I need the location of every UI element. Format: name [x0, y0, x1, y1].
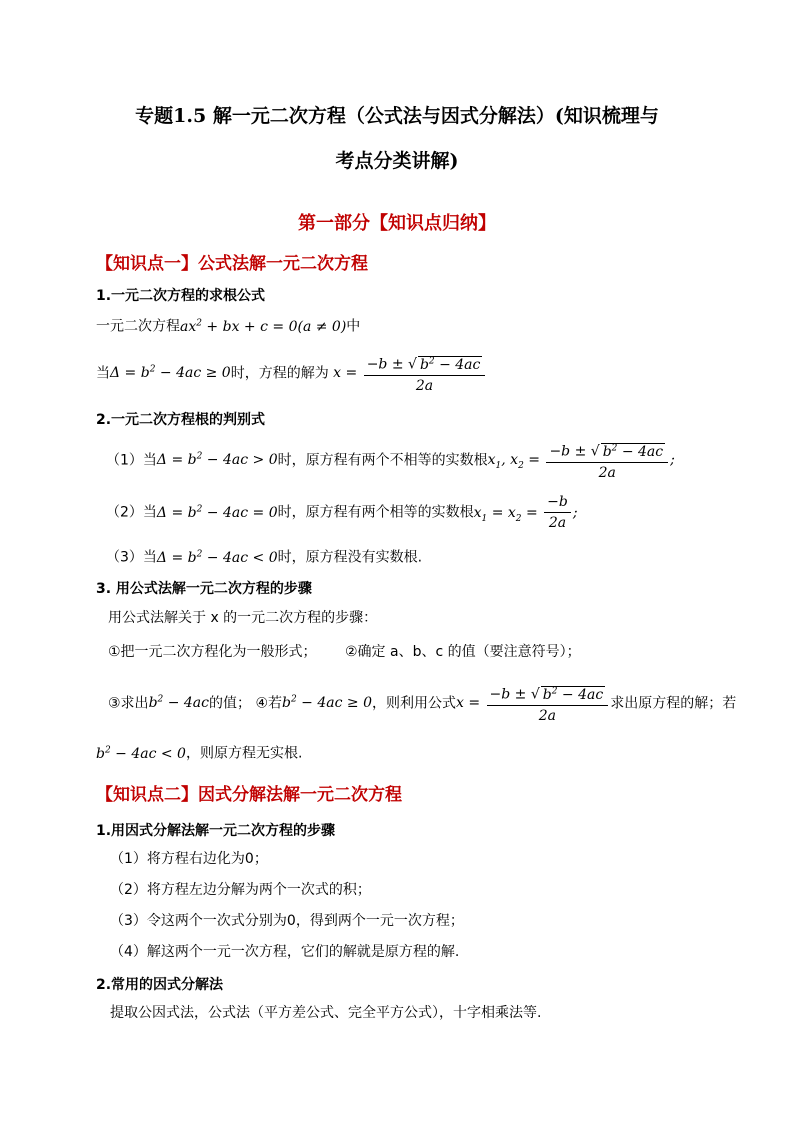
step-4-continuation-text: ，则原方程无实根.	[185, 745, 303, 762]
root-formula-prefix: 当	[96, 365, 110, 382]
case-3-condition: $\Delta = b^2 - 4ac < 0$	[156, 549, 278, 566]
part-heading: 第一部分【知识点归纳】	[298, 213, 496, 234]
step-4-suffix: 求出原方程的解；若	[610, 695, 737, 712]
step-3-suffix: 的值；	[209, 695, 251, 712]
step-1: ①把一元二次方程化为一般形式；	[108, 644, 317, 660]
case-2-roots: $x_1 = x_2$ = $\frac{-b}{2a}$ ;	[473, 494, 578, 531]
case-2-condition: $\Delta = b^2 - 4ac = 0$	[156, 503, 278, 521]
step-4-formula: x = $\frac{-b \pm √ b^2 - 4ac}{2a}$	[456, 695, 610, 711]
factoring-step-3: （3）令这两个一次式分别为0，得到两个一元一次方程；	[110, 913, 464, 929]
case-1-roots: $x_1$, $x_2$ = $\frac{-b \pm √ b^2 - 4ac}{2a}$ ;	[488, 452, 675, 468]
case-1-condition: $\Delta = b^2 - 4ac > 0$	[156, 451, 278, 469]
knowledge-point-2-heading: 【知识点二】因式分解法解一元二次方程	[96, 785, 402, 805]
general-form-suffix: 中	[346, 318, 361, 335]
section-discriminant-heading: 2.一元二次方程根的判别式	[96, 412, 266, 428]
step-2: ②确定 a、b、c 的值（要注意符号）；	[345, 644, 581, 660]
factoring-step-4: （4）解这两个一元一次方程，它们的解就是原方程的解.	[110, 944, 460, 960]
negative-discriminant-condition: $b^2 - 4ac < 0$	[96, 745, 186, 762]
case-3-label: （3）当	[106, 549, 157, 566]
case-1-text: 时，原方程有两个不相等的实数根	[277, 452, 488, 469]
factoring-step-2: （2）将方程左边分解为两个一次式的积；	[110, 882, 371, 898]
root-formula: x = $\frac{-b \pm √ b^2 - 4ac}{2a}$	[333, 365, 487, 381]
steps-3-4-line	[108, 682, 736, 725]
general-form-prefix: 一元二次方程	[96, 318, 180, 335]
case-2-text: 时，原方程有两个相等的实数根	[277, 504, 474, 521]
knowledge-point-1-heading: 【知识点一】公式法解一元二次方程	[96, 254, 368, 274]
case-3-text: 时，原方程没有实数根.	[277, 549, 423, 566]
case-2-label: （2）当	[106, 504, 157, 521]
formula-steps-intro: 用公式法解关于 x 的一元二次方程的步骤：	[108, 610, 378, 626]
discriminant-condition: $\Delta = b^2 - 4ac \ge 0$	[110, 364, 231, 382]
section-common-methods-heading: 2.常用的因式分解法	[96, 977, 224, 993]
step-4-continuation	[96, 740, 302, 764]
factoring-step-1: （1）将方程右边化为0；	[110, 851, 268, 867]
step-3-expression: $b^2 - 4ac$	[148, 694, 209, 712]
general-form-line	[96, 313, 360, 337]
page-title-line-1: 专题1.5 解一元二次方程（公式法与因式分解法）(知识梳理与	[135, 105, 659, 127]
root-formula-middle: 时，方程的解为	[230, 365, 329, 382]
general-form-equation: $ax^2$ + bx + c = 0(a ≠ 0)	[180, 318, 347, 335]
section-factoring-steps-heading: 1.用因式分解法解一元二次方程的步骤	[96, 823, 336, 839]
step-4-condition: $b^2 - 4ac \ge 0$	[282, 694, 372, 712]
step-3-prefix: ③求出	[108, 695, 149, 712]
case-1-label: （1）当	[106, 452, 157, 469]
common-methods-text: 提取公因式法，公式法（平方差公式、完全平方公式），十字相乘法等.	[110, 1005, 542, 1021]
step-4-prefix: ④若	[255, 695, 283, 712]
page-title-line-2: 考点分类讲解)	[335, 150, 459, 172]
discriminant-case-1	[106, 439, 675, 482]
discriminant-case-2	[106, 493, 578, 532]
discriminant-case-3	[106, 544, 422, 568]
root-formula-line	[96, 352, 487, 395]
step-4-middle: ，则利用公式	[371, 695, 456, 712]
section-root-formula-heading: 1.一元二次方程的求根公式	[96, 288, 266, 304]
section-formula-steps-heading: 3. 用公式法解一元二次方程的步骤	[96, 581, 312, 597]
